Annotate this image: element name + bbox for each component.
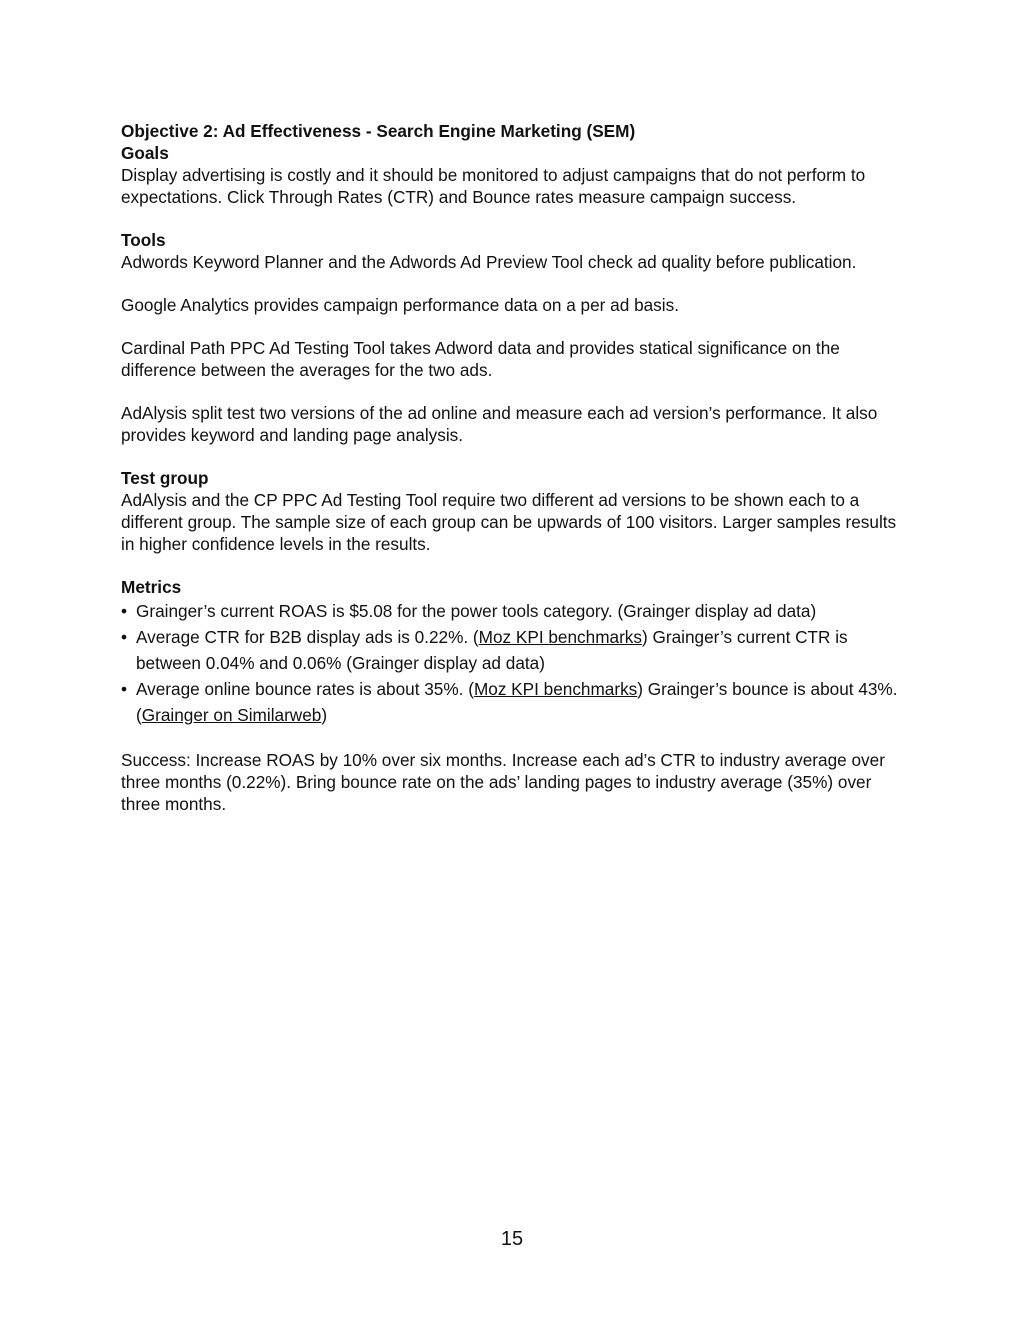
spacer (121, 208, 911, 229)
bullet-icon: • (121, 601, 128, 621)
objective-title: Objective 2: Ad Effectiveness - Search Engine Marketing (SEM) (121, 121, 636, 141)
metrics-bullet-text: ) (321, 705, 328, 725)
tools-paragraph-4: AdAlysis split test two versions of the ad online and measure each ad version’s performance. It also provides keyword and landing page analysis. (121, 403, 878, 445)
tools-paragraph-3: Cardinal Path PPC Ad Testing Tool takes Adword data and provides statical significance on the difference between the averages for the two ads. (121, 338, 840, 380)
goals-heading: Goals (121, 143, 169, 163)
bullet-icon: • (121, 627, 128, 647)
page-number: 15 (500, 1228, 524, 1250)
spacer (121, 316, 911, 337)
bullet-icon: • (121, 679, 128, 699)
metrics-bullet-text: Average CTR for B2B display ads is 0.22%. ( (136, 627, 479, 647)
metrics-bullet-1 (121, 598, 911, 624)
tools-heading: Tools (121, 230, 166, 250)
spacer (121, 446, 911, 467)
test-group-heading: Test group (121, 468, 209, 488)
metrics-bullet-text: ) Grainger’s bounce is about 43%. ( (136, 679, 898, 725)
spacer (121, 381, 911, 402)
metrics-bullet-text: Average online bounce rates is about 35%. ( (136, 679, 474, 699)
tools-paragraph-2: Google Analytics provides campaign performance data on a per ad basis. (121, 295, 679, 315)
metrics-bullet-text: ) Grainger’s current CTR is between 0.04% and 0.06% (Grainger display ad data) (136, 627, 848, 673)
goals-text: Display advertising is costly and it should be monitored to adjust campaigns that do not perform to expectations. Click Through Rates (CTR) and Bounce rates measure campaign success. (121, 165, 866, 207)
metrics-bullet-2 (121, 624, 911, 676)
spacer (121, 273, 911, 294)
grainger-similarweb-link[interactable]: Grainger on Similarweb (141, 705, 322, 725)
tools-paragraph-1: Adwords Keyword Planner and the Adwords Ad Preview Tool check ad quality before publication. (121, 252, 857, 272)
test-group-text: AdAlysis and the CP PPC Ad Testing Tool require two different ad versions to be shown each to a different group. The sample size of each group can be upwards of 100 visitors. Larger samples results in higher confidence levels in the results. (121, 490, 897, 554)
spacer (121, 728, 911, 749)
success-text: Success: Increase ROAS by 10% over six months. Increase each ad’s CTR to industry average over three months (0.22%). Bring bounce rate on the ads’ landing pages to industry average (35%) over three months. (121, 750, 885, 814)
metrics-bullet-text: Grainger’s current ROAS is $5.08 for the power tools category. (Grainger display ad data) (136, 601, 817, 621)
metrics-bullet-3 (121, 676, 911, 728)
spacer (121, 555, 911, 576)
metrics-list (121, 598, 911, 728)
moz-kpi-benchmarks-link[interactable]: Moz KPI benchmarks (473, 679, 638, 699)
moz-kpi-benchmarks-link[interactable]: Moz KPI benchmarks (478, 627, 642, 647)
metrics-heading: Metrics (121, 577, 182, 597)
document-page (121, 120, 911, 815)
